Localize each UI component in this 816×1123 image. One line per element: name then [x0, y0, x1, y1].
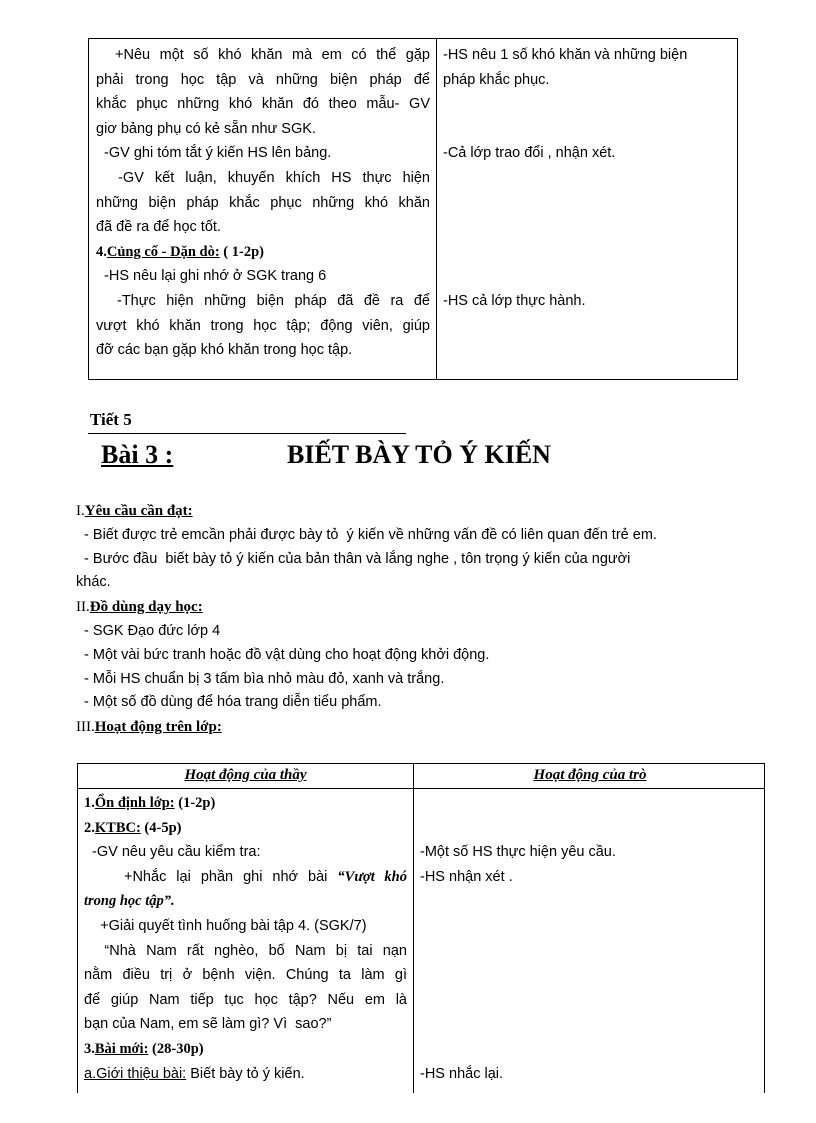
text-line: pháp khắc phục. — [443, 71, 550, 88]
text-segment: 1. — [84, 795, 95, 811]
text-line — [84, 988, 407, 1013]
section-heading — [76, 715, 756, 740]
text-segment: vượt khó khăn trong học tập; động viên, giúp — [96, 317, 430, 334]
text-line — [84, 1012, 407, 1037]
text-segment: đỡ các bạn gặp khó khăn trong học tập. — [96, 342, 353, 359]
text-segment: (1-2p) — [174, 795, 216, 811]
activity-table — [77, 763, 765, 1093]
text-line: -HS nhận xét . — [420, 868, 513, 885]
header-rule — [78, 788, 764, 789]
text-line — [443, 92, 733, 117]
text-segment: “Vượt khó — [337, 868, 407, 885]
text-segment: Ổn định lớp: — [94, 795, 175, 811]
text-segment: -GV kết luận, khuyến khích HS thực hiện — [96, 169, 430, 186]
section-item: - Biết được trẻ emcần phải được bày tỏ ý kiến về những vấn đề có liên quan đến trẻ em. — [76, 526, 657, 543]
column-divider — [413, 764, 414, 1093]
text-line — [420, 988, 760, 1013]
text-segment: -GV nêu yêu cầu kiểm tra: — [84, 844, 261, 861]
lesson-period: Tiết 5 — [90, 410, 132, 429]
section-number: III. — [76, 719, 95, 736]
text-line — [420, 914, 760, 939]
text-line — [420, 889, 760, 914]
text-line — [96, 289, 430, 314]
text-line — [84, 963, 407, 988]
text-line — [84, 939, 407, 964]
text-segment: giơ bảng phụ có kẻ sẵn như SGK. — [96, 120, 316, 137]
text-segment: +Giải quyết tình huống bài tập 4. (SGK/7) — [84, 917, 367, 934]
text-line — [443, 117, 733, 142]
text-segment: bạn của Nam, em sẽ làm gì? Vì sao?” — [84, 1016, 332, 1033]
text-line — [84, 889, 407, 914]
text-line — [96, 117, 430, 142]
section-item: - Một vài bức tranh hoặc đồ vật dùng cho hoạt động khởi động. — [76, 646, 490, 663]
teacher-activities-column — [84, 791, 407, 1086]
section-heading — [76, 499, 756, 524]
text-line — [420, 1012, 760, 1037]
column-divider — [436, 39, 437, 379]
text-segment: khắc phục những khó khăn đó theo mẫu- GV — [96, 96, 430, 113]
text-line — [443, 215, 733, 240]
text-segment: KTBC: — [94, 819, 141, 836]
section-item: khác. — [76, 574, 111, 591]
text-segment: +Nêu một số khó khăn mà em có thể gặp — [96, 47, 430, 63]
text-segment: nằm điều trị ở bệnh viện. Chúng ta làm gì — [84, 967, 407, 984]
text-line: -HS nêu 1 số khó khăn và những biện — [443, 47, 688, 63]
text-segment: “Nhà Nam rất nghèo, bố Nam bị tai nạn — [84, 942, 407, 959]
section-item: - Bước đầu biết bày tỏ ý kiến của bản thân và lắng nghe , tôn trọng ý kiến của người — [76, 550, 631, 567]
text-segment: 4. — [96, 243, 107, 260]
text-segment: để giúp Nam tiếp tục học tập? Nếu em là — [84, 991, 407, 1008]
section-item: - Một số đồ dùng để hóa trang diễn tiểu phẩm. — [76, 694, 382, 711]
text-line — [96, 141, 430, 166]
text-segment: phải trong học tập và những biện pháp để — [96, 71, 430, 88]
lesson-sections — [76, 499, 756, 740]
text-segment: (28-30p) — [148, 1040, 204, 1057]
text-segment: đã đề ra để học tốt. — [96, 219, 221, 236]
text-line — [96, 191, 430, 216]
section-title: Hoạt động trên lớp: — [94, 719, 222, 736]
text-segment: ( 1-2p) — [219, 243, 264, 260]
text-segment: a.Giới thiệu bài: — [84, 1065, 187, 1082]
text-line — [443, 264, 733, 289]
text-line — [84, 816, 407, 841]
text-line — [420, 1037, 760, 1062]
text-line — [96, 92, 430, 117]
text-segment: trong học tập”. — [84, 893, 175, 910]
text-line — [96, 240, 430, 265]
text-line: -Một số HS thực hiện yêu cầu. — [420, 844, 616, 861]
text-line — [420, 791, 760, 816]
student-activities-column — [420, 791, 760, 1086]
text-line — [84, 1037, 407, 1062]
text-segment: 2. — [84, 819, 95, 836]
text-line — [420, 963, 760, 988]
text-line — [420, 939, 760, 964]
text-line: -HS cả lớp thực hành. — [443, 292, 586, 309]
header-teacher: Hoạt động của thầy — [184, 767, 307, 783]
activity-table-continued — [88, 38, 738, 380]
section-title: Đồ dùng dạy học: — [89, 599, 203, 616]
text-line: -Cả lớp trao đổi , nhận xét. — [443, 145, 616, 162]
text-segment: Củng cố - Dặn dò: — [106, 243, 220, 260]
teacher-activities-column — [96, 43, 430, 363]
section-title: Yêu cầu cần đạt: — [84, 503, 193, 519]
lesson-title: BIẾT BÀY TỎ Ý KIẾN — [287, 440, 551, 469]
heading-rule — [88, 433, 406, 434]
text-segment: -Thực hiện những biện pháp đã đề ra để — [96, 292, 430, 309]
text-segment: -GV ghi tóm tắt ý kiến HS lên bảng. — [96, 145, 332, 162]
text-line — [96, 314, 430, 339]
section-number: II. — [76, 599, 90, 616]
text-line — [443, 166, 733, 191]
text-line — [96, 264, 430, 289]
text-line — [84, 791, 407, 816]
text-line — [443, 191, 733, 216]
section-item: - Mỗi HS chuẩn bị 3 tấm bìa nhỏ màu đỏ, xanh và trắng. — [76, 670, 445, 687]
text-line: -HS nhắc lại. — [420, 1065, 504, 1082]
lesson-number: Bài 3 : — [101, 440, 174, 469]
text-line — [443, 240, 733, 265]
text-line — [96, 68, 430, 93]
text-line — [84, 865, 407, 890]
text-segment: 3. — [84, 1040, 95, 1057]
text-line — [84, 840, 407, 865]
text-line — [96, 166, 430, 191]
section-number: I. — [76, 503, 85, 519]
text-segment: -HS nêu lại ghi nhớ ở SGK trang 6 — [96, 268, 327, 285]
student-activities-column — [443, 43, 733, 314]
header-student: Hoạt động của trò — [533, 767, 647, 783]
text-line — [96, 338, 430, 363]
text-segment: +Nhắc lại phần ghi nhớ bài — [84, 868, 338, 885]
text-line — [84, 1062, 407, 1087]
section-heading — [76, 595, 756, 620]
text-segment: Biết bày tỏ ý kiến. — [186, 1065, 305, 1082]
text-line — [96, 43, 430, 68]
text-segment: (4-5p) — [140, 819, 182, 836]
text-line — [96, 215, 430, 240]
text-segment: những biện pháp khắc phục những khó khăn — [96, 194, 430, 211]
text-line — [420, 816, 760, 841]
text-segment: Bài mới: — [94, 1040, 149, 1057]
section-item: - SGK Đạo đức lớp 4 — [76, 622, 221, 639]
text-line — [84, 914, 407, 939]
